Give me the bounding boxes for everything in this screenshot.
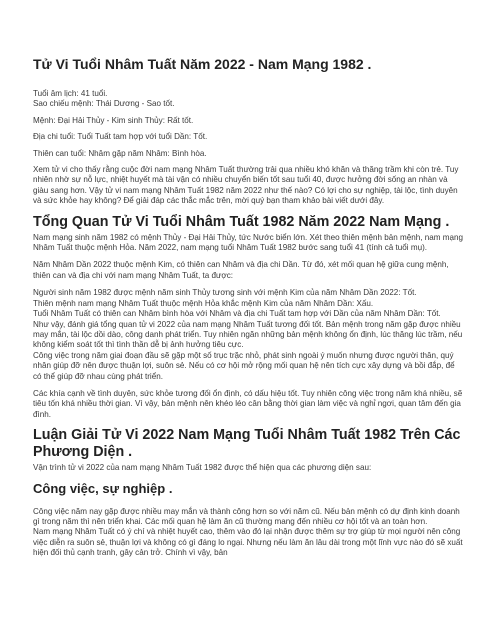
- analysis-intro: Vận trình tử vi 2022 của nam mạng Nhâm Tuất 1982 được thể hiện qua các phương diện sau:: [33, 463, 372, 473]
- section-heading-overview: Tổng Quan Tử Vi Tuổi Nhâm Tuất 1982 Năm 2022 Nam Mạng .: [33, 213, 450, 230]
- star-line: Sao chiếu mệnh: Thái Dương - Sao tốt.: [33, 99, 175, 109]
- overview-paragraph: Người sinh năm 1982 được mệnh năm sinh Thủy tương sinh với mệnh Kim của năm Nhâm Dần 2022: Tốt.: [33, 288, 417, 298]
- info-block: [33, 89, 463, 165]
- page-title: Tử Vi Tuổi Nhâm Tuất Năm 2022 - Nam Mạng 1982 .: [33, 56, 372, 72]
- overview-paragraph: Thiên mệnh nam mạng Nhâm Tuất thuộc mệnh Hỏa khắc mệnh Kim của năm Nhâm Dần: Xấu.: [33, 298, 374, 308]
- overview-paragraph: Các khía cạnh về tình duyên, sức khỏe tương đối ổn định, có dấu hiệu tốt. Tuy nhiên công việc trong năm khá nhiều, sẽ tiêu tốn khá nhiều thời gian. Vì vậy, bản mệnh nên khéo léo cân bằng thời gian làm việc và nghỉ ngơi, quan tâm đến gia đình.: [33, 388, 463, 419]
- intro-paragraph: Xem tử vi cho thấy rằng cuộc đời nam mạng Nhâm Tuất thường trải qua nhiều khó khăn và thăng trầm khi còn trẻ. Tuy nhiên nhờ sự nỗ lực, nhiệt huyết mà tài vận có nhiều chuyển biến tốt sau tuổi 40, được hưởng đời sống an nhàn và giàu sang hơn. Vậy tử vi nam mạng Nhâm Tuất 1982 năm 2022 như thế nào? Có lợi cho sự nghiệp, tài lộc, tình duyên và sức khỏe hay không? Để giải đáp các thắc mắc trên, mời quý bạn tham khảo bài viết dưới đây.: [33, 165, 459, 206]
- overview-paragraph: Năm Nhâm Dần 2022 thuộc mệnh Kim, có thiên can Nhâm và địa chi Dần. Từ đó, xét mối quan hệ giữa cung mệnh, thiên can và địa chi với nam mạng Nhâm Tuất, ta được:: [33, 260, 449, 280]
- career-paragraph: Nam mạng Nhâm Tuất có ý chí và nhiệt huyết cao, thêm vào đó lại nhận được thêm sự trợ giúp từ mọi người nên công việc diễn ra suôn sẻ, thuận lợi và không có gì đáng lo ngại. Nhưng nếu làm ăn lâu dài trong một lĩnh vực nào đó sẽ xuất hiện đối thủ cạnh tranh, gây cản trở. Chính vì vậy, bản: [33, 527, 463, 558]
- overview-paragraph: Như vậy, đánh giá tổng quan tử vi 2022 của nam mạng Nhâm Tuất tương đối tốt. Bản mệnh trong năm gặp được nhiều may mắn, tài lộc dồi dào, công danh phát triển. Tuy nhiên ngăn những bản mệnh không ổn định, lúc thăng lúc trầm, nếu không kiểm soát tốt thì tình thần dễ bị ảnh hưởng tiêu cực.: [33, 319, 463, 350]
- age-line: Tuổi âm lịch: 41 tuổi.: [33, 89, 108, 98]
- overview-paragraph: Công việc trong năm giai đoạn đầu sẽ gặp một số trục trặc nhỏ, phát sinh ngoài ý muốn nhưng được người thân, quý nhân giúp đỡ nên được thuận lợi, suôn sẻ. Nếu có cơ hội mở rộng mối quan hệ nên tích cực xây dựng và bồi đắp, để có thể giúp đỡ nhau cùng phát triển.: [33, 350, 455, 381]
- section-heading-career: Công việc, sự nghiệp .: [33, 480, 173, 496]
- section-heading-analysis: Luận Giải Tử Vi 2022 Nam Mạng Tuổi Nhâm Tuất 1982 Trên Các Phương Diện .: [33, 427, 461, 461]
- career-paragraph: Công việc năm nay gặp được nhiều may mắn và thành công hơn so với năm cũ. Nếu bản mệnh có dự định kinh doanh gì trong năm thì nên triển khai. Các mối quan hệ làm ăn cũ thường mang đến nhiều cơ hội tốt và an toàn hơn.: [33, 506, 460, 526]
- overview-paragraph: Tuổi Nhâm Tuất có thiên can Nhâm bình hòa với Nhâm và địa chi Tuất tam hợp với Dần của năm Nhâm Dần: Tốt.: [33, 309, 441, 319]
- element-line: Mệnh: Đại Hải Thủy - Kim sinh Thủy: Rất tốt.: [33, 115, 194, 125]
- heavenly-stem-line: Thiên can tuổi: Nhâm gặp năm Nhâm: Bình hòa.: [33, 148, 207, 158]
- earthly-branch-line: Địa chi tuổi: Tuổi Tuất tam hợp với tuổi Dần: Tốt.: [33, 132, 208, 142]
- overview-paragraph: Nam mạng sinh năm 1982 có mệnh Thủy - Đại Hải Thủy, tức Nước biển lớn. Xét theo thiên mệnh bản mệnh, nam mạng Nhâm Tuất thuộc mệnh Hỏa. Năm 2022, nam mạng tuổi Nhâm Tuất 1982 bước sang tuổi 41 (tính cả tuổi mụ).: [33, 232, 463, 253]
